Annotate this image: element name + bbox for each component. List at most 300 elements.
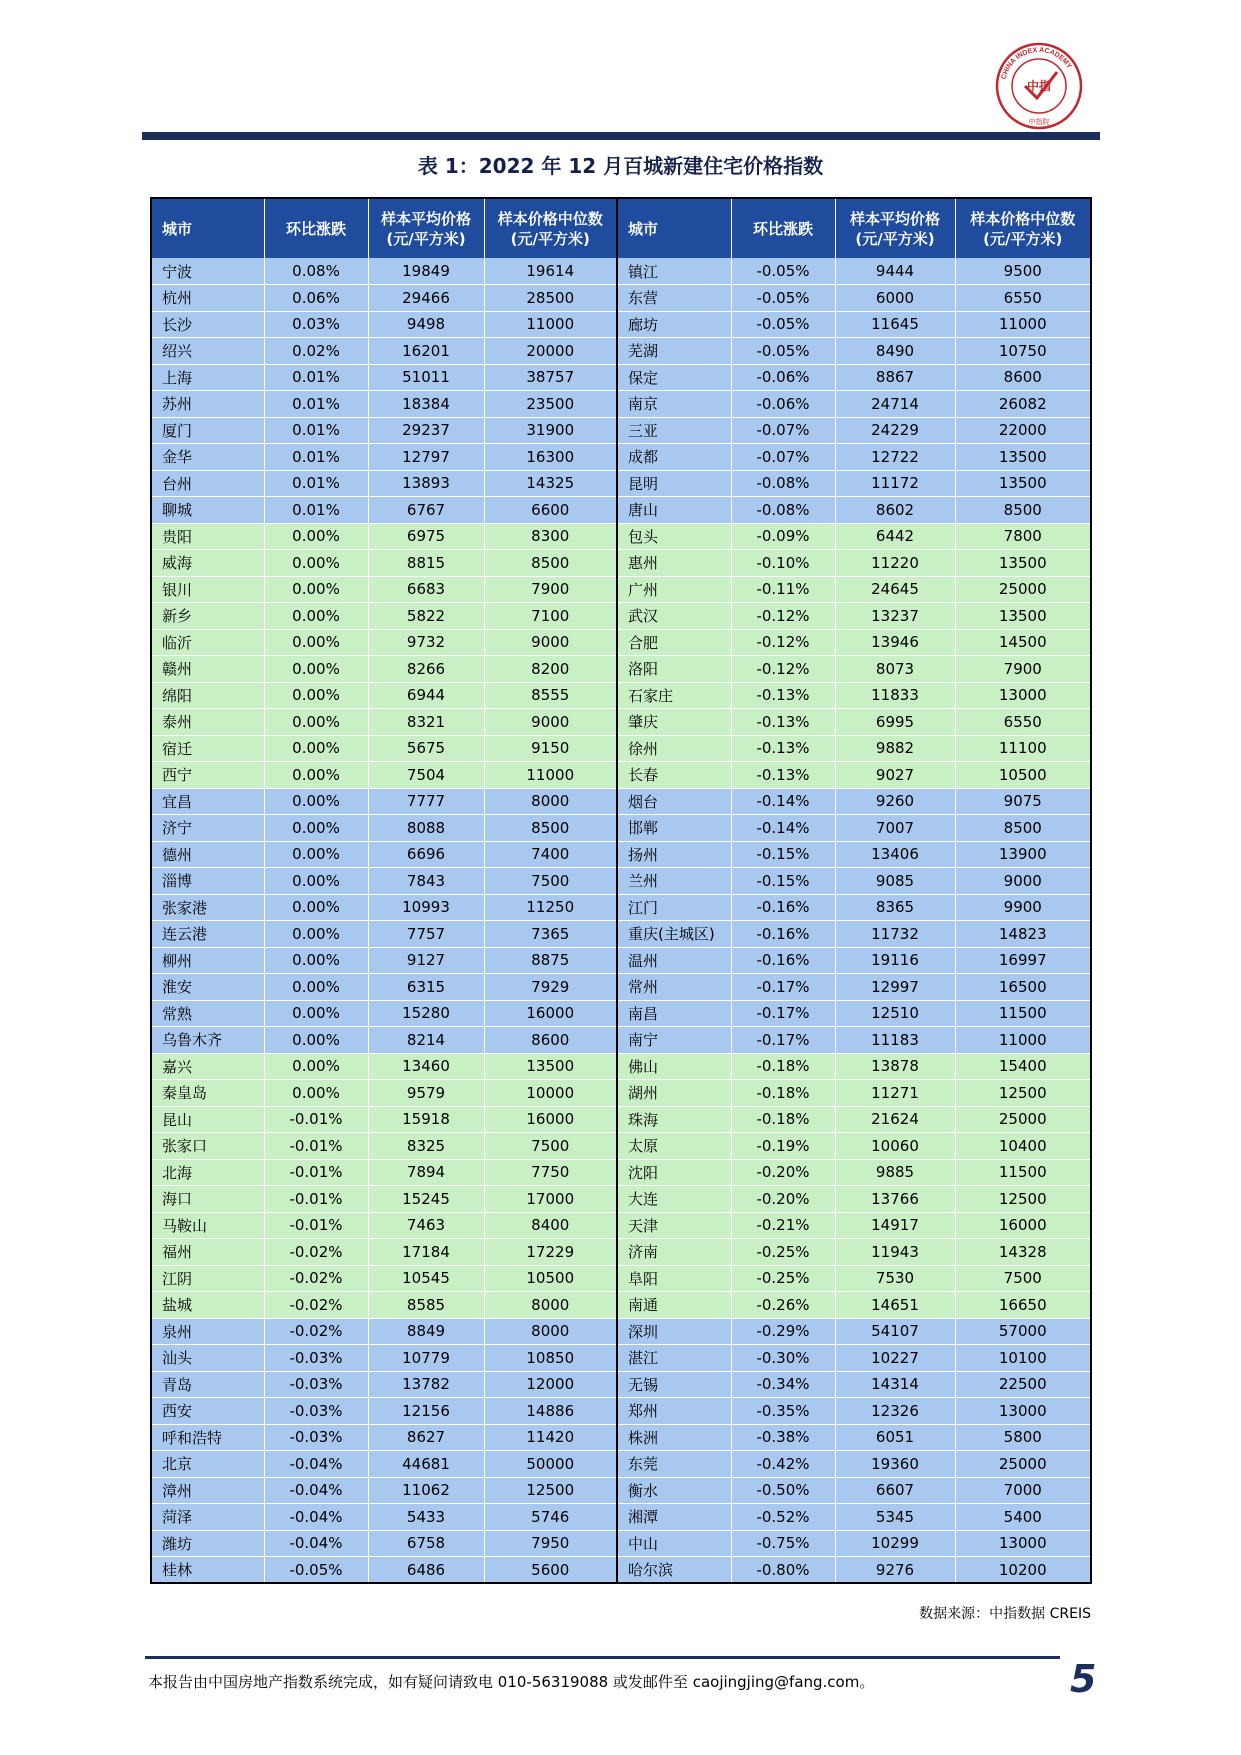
city-cell: 兰州 [617,868,731,895]
value-cell: 9900 [955,894,1091,921]
table-row [151,1265,1091,1292]
city-cell: 银川 [151,576,264,603]
table-row [151,311,1091,338]
value-cell: 14651 [835,1292,955,1319]
table-row [151,682,1091,709]
value-cell: 6486 [368,1557,484,1584]
value-cell: -0.06% [731,391,835,418]
table-row [151,974,1091,1001]
value-cell: 9444 [835,258,955,285]
city-cell: 烟台 [617,788,731,815]
value-cell: -0.13% [731,735,835,762]
page-number: 5 [1070,1657,1097,1701]
city-cell: 唐山 [617,497,731,524]
table-row [151,1106,1091,1133]
value-cell: 11000 [484,762,617,789]
value-cell: 6995 [835,709,955,736]
value-cell: 5675 [368,735,484,762]
value-cell: 9260 [835,788,955,815]
value-cell: 15245 [368,1186,484,1213]
city-cell: 连云港 [151,921,264,948]
value-cell: 18384 [368,391,484,418]
value-cell: 9885 [835,1159,955,1186]
value-cell: 8200 [484,656,617,683]
city-cell: 南京 [617,391,731,418]
city-cell: 盐城 [151,1292,264,1319]
table-row [151,656,1091,683]
table-row [151,1477,1091,1504]
value-cell: 44681 [368,1451,484,1478]
value-cell: 8325 [368,1133,484,1160]
table-row [151,523,1091,550]
city-cell: 南通 [617,1292,731,1319]
value-cell: 11833 [835,682,955,709]
column-header: 城市 [617,198,731,258]
city-cell: 马鞍山 [151,1212,264,1239]
city-cell: 济宁 [151,815,264,842]
value-cell: 13782 [368,1371,484,1398]
value-cell: 50000 [484,1451,617,1478]
value-cell: 11220 [835,550,955,577]
city-cell: 无锡 [617,1371,731,1398]
city-cell: 绵阳 [151,682,264,709]
city-cell: 沈阳 [617,1159,731,1186]
value-cell: 10000 [484,1080,617,1107]
value-cell: 7463 [368,1212,484,1239]
value-cell: 0.00% [264,550,368,577]
value-cell: 13460 [368,1053,484,1080]
value-cell: 8000 [484,1292,617,1319]
value-cell: 10060 [835,1133,955,1160]
value-cell: -0.03% [264,1398,368,1425]
table-row [151,444,1091,471]
city-cell: 嘉兴 [151,1053,264,1080]
city-cell: 聊城 [151,497,264,524]
city-cell: 宁波 [151,258,264,285]
city-cell: 石家庄 [617,682,731,709]
value-cell: 13000 [955,1530,1091,1557]
value-cell: 10545 [368,1265,484,1292]
value-cell: 5800 [955,1424,1091,1451]
city-cell: 洛阳 [617,656,731,683]
value-cell: 25000 [955,1451,1091,1478]
value-cell: 17000 [484,1186,617,1213]
table-row [151,338,1091,365]
value-cell: -0.20% [731,1186,835,1213]
value-cell: 0.00% [264,629,368,656]
value-cell: -0.50% [731,1477,835,1504]
value-cell: -0.14% [731,815,835,842]
value-cell: -0.02% [264,1318,368,1345]
city-cell: 海口 [151,1186,264,1213]
city-cell: 珠海 [617,1106,731,1133]
value-cell: 0.00% [264,1053,368,1080]
china-index-academy-logo [995,42,1083,130]
table-row [151,894,1091,921]
value-cell: 6767 [368,497,484,524]
value-cell: 7504 [368,762,484,789]
table-row [151,1292,1091,1319]
table-row [151,709,1091,736]
value-cell: 0.00% [264,576,368,603]
value-cell: 16300 [484,444,617,471]
value-cell: 9732 [368,629,484,656]
value-cell: 19849 [368,258,484,285]
value-cell: 54107 [835,1318,955,1345]
value-cell: 8214 [368,1027,484,1054]
value-cell: 14917 [835,1212,955,1239]
value-cell: 6000 [835,285,955,312]
value-cell: 8400 [484,1212,617,1239]
table-row [151,1212,1091,1239]
value-cell: 11250 [484,894,617,921]
city-cell: 苏州 [151,391,264,418]
value-cell: 12156 [368,1398,484,1425]
value-cell: 10850 [484,1345,617,1372]
value-cell: -0.17% [731,974,835,1001]
city-cell: 大连 [617,1186,731,1213]
value-cell: -0.20% [731,1159,835,1186]
city-cell: 三亚 [617,417,731,444]
city-cell: 常州 [617,974,731,1001]
city-cell: 阜阳 [617,1265,731,1292]
value-cell: -0.02% [264,1265,368,1292]
value-cell: 6696 [368,841,484,868]
value-cell: 8300 [484,523,617,550]
value-cell: 6758 [368,1530,484,1557]
value-cell: 0.00% [264,682,368,709]
city-cell: 桂林 [151,1557,264,1584]
value-cell: 11645 [835,311,955,338]
value-cell: 10200 [955,1557,1091,1584]
value-cell: 22000 [955,417,1091,444]
value-cell: 23500 [484,391,617,418]
city-cell: 惠州 [617,550,731,577]
value-cell: -0.17% [731,1000,835,1027]
value-cell: 10500 [955,762,1091,789]
value-cell: 8602 [835,497,955,524]
city-cell: 廊坊 [617,311,731,338]
value-cell: -0.16% [731,921,835,948]
value-cell: 7843 [368,868,484,895]
value-cell: 24229 [835,417,955,444]
city-cell: 呼和浩特 [151,1424,264,1451]
value-cell: 12500 [955,1186,1091,1213]
value-cell: 0.00% [264,1080,368,1107]
value-cell: -0.18% [731,1106,835,1133]
city-cell: 包头 [617,523,731,550]
value-cell: 5433 [368,1504,484,1531]
city-cell: 长春 [617,762,731,789]
value-cell: 13000 [955,1398,1091,1425]
value-cell: 8490 [835,338,955,365]
value-cell: 19116 [835,947,955,974]
value-cell: -0.19% [731,1133,835,1160]
city-cell: 新乡 [151,603,264,630]
value-cell: 8000 [484,1318,617,1345]
value-cell: -0.03% [264,1371,368,1398]
value-cell: 16500 [955,974,1091,1001]
value-cell: -0.12% [731,629,835,656]
value-cell: -0.34% [731,1371,835,1398]
value-cell: 16000 [955,1212,1091,1239]
value-cell: 9027 [835,762,955,789]
value-cell: 8849 [368,1318,484,1345]
value-cell: 31900 [484,417,617,444]
value-cell: -0.12% [731,603,835,630]
value-cell: 19614 [484,258,617,285]
value-cell: -0.01% [264,1133,368,1160]
table-row [151,364,1091,391]
table-row [151,1424,1091,1451]
value-cell: 8000 [484,788,617,815]
value-cell: 13878 [835,1053,955,1080]
city-cell: 南宁 [617,1027,731,1054]
column-header: 样本平均价格 (元/平方米) [835,198,955,258]
value-cell: 21624 [835,1106,955,1133]
value-cell: 0.00% [264,709,368,736]
value-cell: 12500 [484,1477,617,1504]
value-cell: 0.00% [264,523,368,550]
value-cell: 8815 [368,550,484,577]
city-cell: 金华 [151,444,264,471]
value-cell: 6550 [955,285,1091,312]
value-cell: 13500 [484,1053,617,1080]
value-cell: 0.00% [264,603,368,630]
value-cell: -0.02% [264,1239,368,1266]
value-cell: 8875 [484,947,617,974]
value-cell: 8555 [484,682,617,709]
value-cell: -0.18% [731,1053,835,1080]
value-cell: 0.01% [264,444,368,471]
city-cell: 东营 [617,285,731,312]
city-cell: 衡水 [617,1477,731,1504]
city-cell: 德州 [151,841,264,868]
city-cell: 临沂 [151,629,264,656]
table-row [151,1557,1091,1584]
city-cell: 济南 [617,1239,731,1266]
value-cell: -0.12% [731,656,835,683]
value-cell: -0.04% [264,1504,368,1531]
city-cell: 中山 [617,1530,731,1557]
value-cell: 7757 [368,921,484,948]
value-cell: 9882 [835,735,955,762]
city-cell: 贵阳 [151,523,264,550]
value-cell: 7929 [484,974,617,1001]
value-cell: -0.07% [731,444,835,471]
city-cell: 哈尔滨 [617,1557,731,1584]
value-cell: 24714 [835,391,955,418]
table-row [151,1239,1091,1266]
value-cell: 0.00% [264,1027,368,1054]
value-cell: 10750 [955,338,1091,365]
value-cell: -0.42% [731,1451,835,1478]
value-cell: 0.01% [264,364,368,391]
city-cell: 湘潭 [617,1504,731,1531]
table-row [151,497,1091,524]
value-cell: 11000 [955,1027,1091,1054]
value-cell: 7950 [484,1530,617,1557]
table-row [151,762,1091,789]
city-cell: 湖州 [617,1080,731,1107]
data-source: 数据来源：中指数据 CREIS [919,1606,1091,1622]
table-title: 表 1：2022 年 12 月百城新建住宅价格指数 [417,154,824,178]
table-row [151,1080,1091,1107]
value-cell: -0.01% [264,1212,368,1239]
value-cell: -0.06% [731,364,835,391]
table-row [151,1504,1091,1531]
city-cell: 杭州 [151,285,264,312]
value-cell: -0.08% [731,470,835,497]
value-cell: 9075 [955,788,1091,815]
value-cell: 13237 [835,603,955,630]
value-cell: 13900 [955,841,1091,868]
value-cell: -0.01% [264,1106,368,1133]
value-cell: 16997 [955,947,1091,974]
city-cell: 武汉 [617,603,731,630]
table-row [151,258,1091,285]
value-cell: 0.00% [264,868,368,895]
value-cell: 12722 [835,444,955,471]
value-cell: 12326 [835,1398,955,1425]
value-cell: 25000 [955,576,1091,603]
value-cell: 13893 [368,470,484,497]
value-cell: 9498 [368,311,484,338]
city-cell: 潍坊 [151,1530,264,1557]
city-cell: 南昌 [617,1000,731,1027]
value-cell: 11420 [484,1424,617,1451]
value-cell: -0.04% [264,1477,368,1504]
value-cell: 15918 [368,1106,484,1133]
value-cell: 14328 [955,1239,1091,1266]
table-row [151,1159,1091,1186]
value-cell: 5822 [368,603,484,630]
city-cell: 乌鲁木齐 [151,1027,264,1054]
city-cell: 北海 [151,1159,264,1186]
value-cell: 28500 [484,285,617,312]
value-cell: 12500 [955,1080,1091,1107]
value-cell: 0.08% [264,258,368,285]
value-cell: 13406 [835,841,955,868]
value-cell: 9276 [835,1557,955,1584]
table-row [151,921,1091,948]
table-row [151,788,1091,815]
value-cell: 7900 [484,576,617,603]
value-cell: 9000 [955,868,1091,895]
value-cell: 0.00% [264,974,368,1001]
city-cell: 镇江 [617,258,731,285]
value-cell: 0.00% [264,841,368,868]
value-cell: 6607 [835,1477,955,1504]
table-row [151,841,1091,868]
city-cell: 秦皇岛 [151,1080,264,1107]
header-rule [142,132,1100,140]
value-cell: 8600 [484,1027,617,1054]
city-cell: 张家口 [151,1133,264,1160]
value-cell: 13000 [955,682,1091,709]
value-cell: 11062 [368,1477,484,1504]
value-cell: 14325 [484,470,617,497]
value-cell: 8500 [484,550,617,577]
value-cell: 8266 [368,656,484,683]
city-cell: 台州 [151,470,264,497]
value-cell: 13766 [835,1186,955,1213]
value-cell: 10100 [955,1345,1091,1372]
value-cell: 7800 [955,523,1091,550]
city-cell: 肇庆 [617,709,731,736]
value-cell: -0.30% [731,1345,835,1372]
value-cell: 0.00% [264,921,368,948]
value-cell: 7500 [955,1265,1091,1292]
city-cell: 成都 [617,444,731,471]
city-cell: 湛江 [617,1345,731,1372]
value-cell: 0.00% [264,947,368,974]
value-cell: 8500 [484,815,617,842]
city-cell: 淄博 [151,868,264,895]
value-cell: 29466 [368,285,484,312]
table-row [151,815,1091,842]
value-cell: 16650 [955,1292,1091,1319]
value-cell: 12510 [835,1000,955,1027]
value-cell: 13500 [955,603,1091,630]
table-row [151,1398,1091,1425]
column-header: 样本价格中位数 (元/平方米) [955,198,1091,258]
value-cell: 6550 [955,709,1091,736]
value-cell: 11500 [955,1000,1091,1027]
city-cell: 江门 [617,894,731,921]
value-cell: 14823 [955,921,1091,948]
table-header-row [151,198,1091,258]
value-cell: 26082 [955,391,1091,418]
value-cell: -0.05% [731,338,835,365]
value-cell: 13946 [835,629,955,656]
value-cell: 12000 [484,1371,617,1398]
value-cell: -0.21% [731,1212,835,1239]
city-cell: 温州 [617,947,731,974]
city-cell: 菏泽 [151,1504,264,1531]
table-row [151,1053,1091,1080]
table-row [151,576,1091,603]
value-cell: -0.05% [731,258,835,285]
city-cell: 昆明 [617,470,731,497]
value-cell: 9085 [835,868,955,895]
value-cell: -0.01% [264,1186,368,1213]
value-cell: -0.25% [731,1239,835,1266]
city-cell: 上海 [151,364,264,391]
table-row [151,417,1091,444]
value-cell: 51011 [368,364,484,391]
value-cell: 0.01% [264,417,368,444]
value-cell: 10400 [955,1133,1091,1160]
value-cell: 15400 [955,1053,1091,1080]
value-cell: 8321 [368,709,484,736]
value-cell: 10227 [835,1345,955,1372]
city-cell: 东莞 [617,1451,731,1478]
value-cell: 0.00% [264,656,368,683]
table-row [151,629,1091,656]
city-cell: 佛山 [617,1053,731,1080]
city-cell: 芜湖 [617,338,731,365]
value-cell: -0.09% [731,523,835,550]
value-cell: 7530 [835,1265,955,1292]
value-cell: 0.02% [264,338,368,365]
value-cell: -0.08% [731,497,835,524]
value-cell: 24645 [835,576,955,603]
city-cell: 柳州 [151,947,264,974]
table-row [151,391,1091,418]
value-cell: 7100 [484,603,617,630]
value-cell: 10993 [368,894,484,921]
